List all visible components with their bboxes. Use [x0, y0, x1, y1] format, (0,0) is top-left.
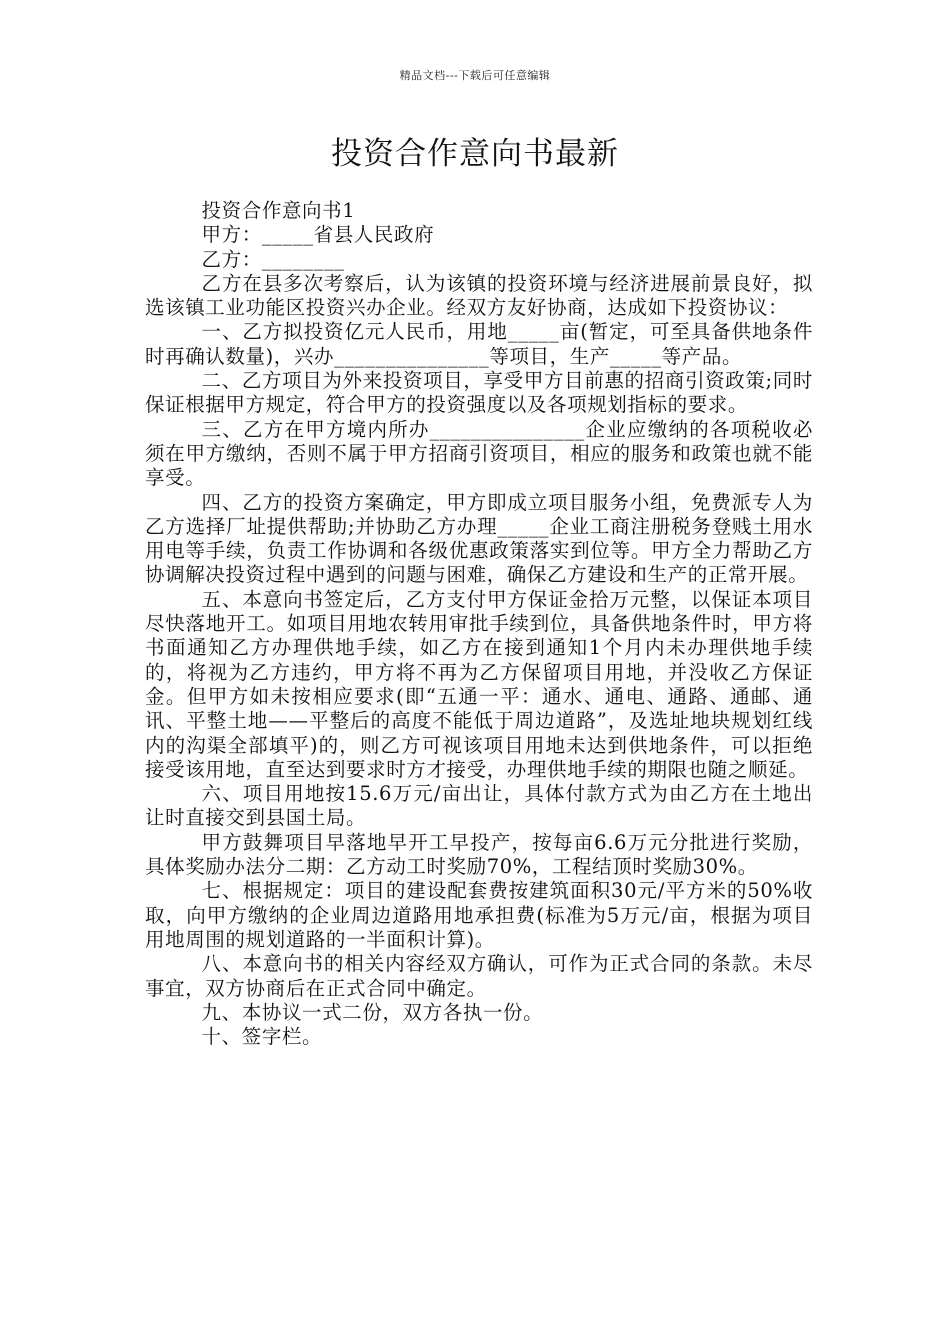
paragraph-clause-3: 三、乙方在甲方境内所办_______________企业应缴纳的各项税收必须在甲方缴纳，否则不属于甲方招商引资项目，相应的服务和政策也就不能享受。 — [145, 417, 813, 490]
paragraph-clause-9: 九、本协议一式二份，双方各执一份。 — [201, 1000, 544, 1024]
paragraph-clause-6-reward: 甲方鼓舞项目早落地早开工早投产，按每亩6.6万元分批进行奖励，具体奖励办法分二期：乙方动工时奖励70%，工程结顶时奖励30%。 — [145, 830, 813, 879]
paragraph-clause-6: 六、项目用地按15.6万元/亩出让，具体付款方式为由乙方在土地出让时直接交到县国土局。 — [145, 782, 813, 830]
paragraph-clause-10: 十、签字栏。 — [201, 1025, 323, 1049]
document-title: 投资合作意向书最新 — [331, 136, 619, 172]
paragraph-party-b: 乙方：________ — [201, 247, 345, 271]
paragraph-clause-7: 七、根据规定：项目的建设配套费按建筑面积30元/平方米的50%收取，向甲方缴纳的企业周边道路用地承担费(标准为5万元/亩，根据为项目用地周围的规划道路的一半面积计算)。 — [145, 879, 813, 951]
paragraph-clause-5: 五、本意向书签定后，乙方支付甲方保证金拾万元整，以保证本项目尽快落地开工。如项目用地农转用审批手续到位，具备供地条件时，甲方将书面通知乙方办理供地手续，如乙方在接到通知1个月内未办理供地手续的，将视为乙方违约，甲方将不再为乙方保留项目用地，并没收乙方保证金。但甲方如未按相应要求(即“五通一平：通水、通电、通路、通邮、通讯、平整土地——平整后的高度不能低于周边道路”，及选址地块规划红线内的沟渠全部填平)的，则乙方可视该项目用地未达到供地条件，可以拒绝接受该用地，直至达到要求时方才接受，办理供地手续的期限也随之顺延。 — [145, 587, 813, 781]
paragraph-clause-1: 一、乙方拟投资亿元人民币，用地_____亩(暂定，可至具备供地条件时再确认数量)，兴办_______________等项目，生产_____等产品。 — [145, 320, 813, 368]
paragraph-subtitle: 投资合作意向书1 — [201, 199, 356, 222]
paragraph-preamble: 乙方在县多次考察后，认为该镇的投资环境与经济进展前景良好，拟选该镇工业功能区投资兴办企业。经双方友好协商，达成如下投资协议： — [145, 271, 813, 320]
document-body — [145, 199, 813, 1049]
header-note: 精品文档---下载后可任意编辑 — [399, 69, 551, 82]
paragraph-clause-8: 八、本意向书的相关内容经双方确认，可作为正式合同的条款。未尽事宜，双方协商后在正式合同中确定。 — [145, 952, 813, 1000]
paragraph-clause-4: 四、乙方的投资方案确定，甲方即成立项目服务小组，免费派专人为乙方选择厂址提供帮助;并协助乙方办理_____企业工商注册税务登贱土用水用电等手续，负责工作协调和各级优惠政策落实到位等。甲方全力帮助乙方协调解决投资过程中遇到的问题与困难，确保乙方建设和生产的正常开展。 — [145, 490, 813, 587]
paragraph-party-a: 甲方：_____省县人民政府 — [201, 223, 435, 247]
paragraph-clause-2: 二、乙方项目为外来投资项目，享受甲方目前惠的招商引资政策;同时保证根据甲方规定，符合甲方的投资强度以及各项规划指标的要求。 — [145, 369, 813, 417]
